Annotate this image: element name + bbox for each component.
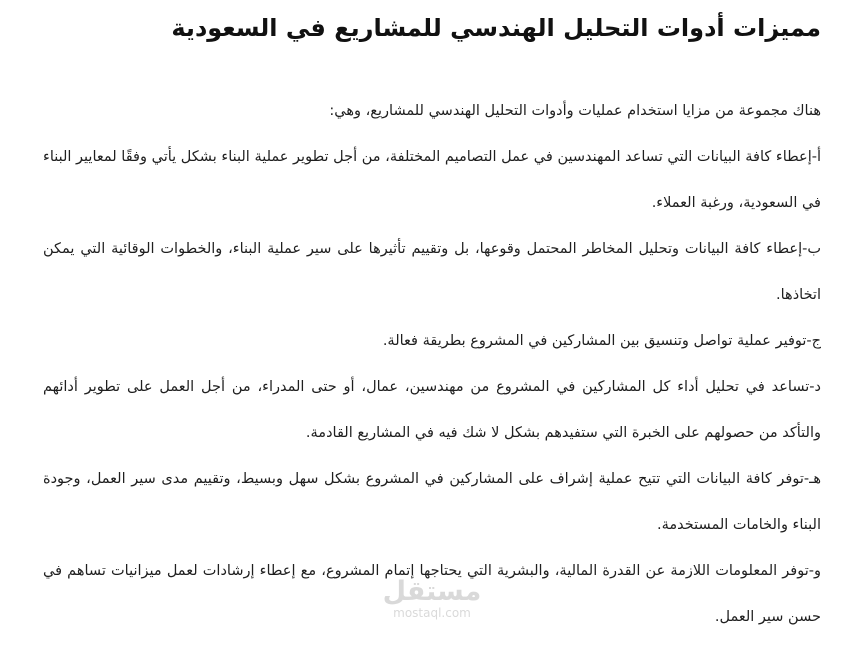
benefit-paragraph-e: هـ-توفر كافة البيانات التي تتيح عملية إشراف على المشاركين في المشروع بشكل سهل وبسيط، وتقييم مدى سير العمل، وجودة البناء والخامات المستخدمة.	[43, 471, 821, 533]
article	[43, 0, 821, 640]
benefit-paragraph-c: ج-توفير عملية تواصل وتنسيق بين المشاركين في المشروع بطريقة فعالة.	[382, 333, 821, 349]
benefit-paragraph-a: أ-إعطاء كافة البيانات التي تساعد المهندسين في عمل التصاميم المختلفة، من أجل تطوير عملية البناء بشكل يأتي وفقًا لمعايير البناء في السعودية، ورغبة العملاء.	[43, 149, 821, 211]
watermark-domain: mostaql.com	[393, 606, 471, 620]
benefit-paragraph-f: و-توفر المعلومات اللازمة عن القدرة المالية، والبشرية التي يحتاجها إتمام المشروع، مع إعطاء إرشادات لعمل ميزانيات تساهم في حسن سير العمل.	[43, 563, 821, 625]
benefit-paragraph-d: د-تساعد في تحليل أداء كل المشاركين في المشروع من مهندسين، عمال، أو حتى المدراء، من أجل العمل على تطوير أدائهم والتأكد من حصولهم على الخبرة التي ستفيدهم بشكل لا شك فيه في المشاريع القادمة.	[43, 379, 821, 441]
benefit-paragraph-b: ب-إعطاء كافة البيانات وتحليل المخاطر المحتمل وقوعها، بل وتقييم تأثيرها على سير عملية البناء، والخطوات الوقائية التي يمكن اتخاذها.	[43, 241, 821, 303]
watermark-logo: مستقل	[382, 576, 482, 607]
article-title: مميزات أدوات التحليل الهندسي للمشاريع في السعودية	[171, 14, 821, 42]
article-body	[43, 88, 821, 640]
intro-paragraph: هناك مجموعة من مزايا استخدام عمليات وأدوات التحليل الهندسي للمشاريع، وهي:	[329, 103, 821, 119]
